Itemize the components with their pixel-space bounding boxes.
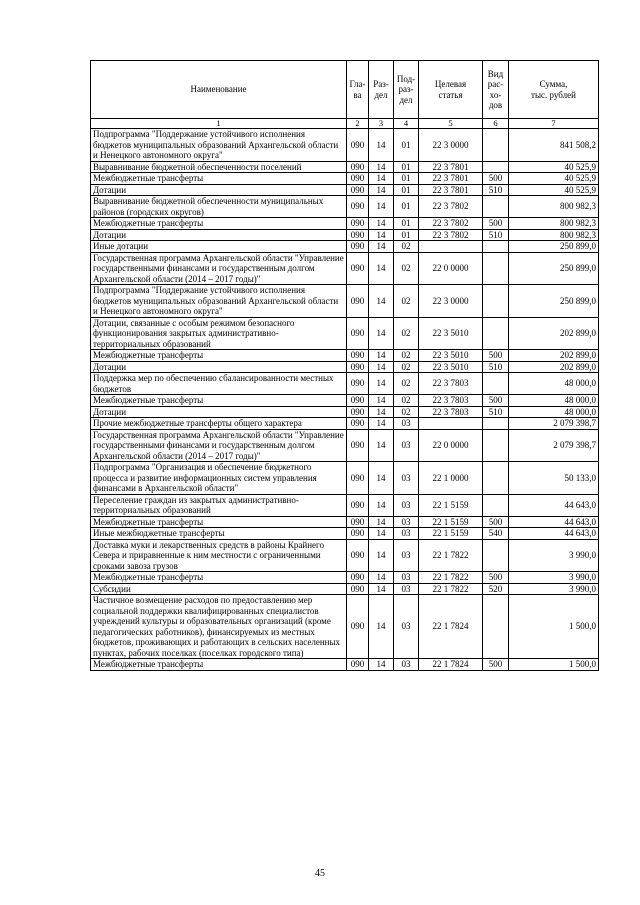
table-row	[91, 241, 599, 253]
row-target: 22 3 5010	[419, 350, 483, 362]
row-target: 22 0 0000	[419, 252, 483, 285]
row-vid: 500	[483, 572, 509, 584]
row-vid: 500	[483, 350, 509, 362]
row-target: 22 1 7824	[419, 595, 483, 659]
row-vid	[483, 494, 509, 516]
row-razdel: 14	[369, 595, 394, 659]
table-row	[91, 429, 599, 462]
row-name: Государственная программа Архангельской области "Управление государственными финансами и государственным долгом Архангельской области (2014 – 2017 годы)"	[91, 252, 347, 285]
row-razdel: 14	[369, 350, 394, 362]
row-glava: 090	[347, 516, 369, 528]
row-name: Поддержка мер по обеспечению сбалансированности местных бюджетов	[91, 373, 347, 395]
row-razdel: 14	[369, 218, 394, 230]
row-sum: 800 982,3	[509, 229, 599, 241]
row-sum: 1 500,0	[509, 595, 599, 659]
row-target: 22 1 7822	[419, 583, 483, 595]
table-row	[91, 252, 599, 285]
row-name: Межбюджетные трансферты	[91, 516, 347, 528]
row-podrazdel: 02	[394, 395, 419, 407]
row-name: Подпрограмма "Поддержание устойчивого исполнения бюджетов муниципальных образований Архангельской области и Ненецкого автономного округа"	[91, 129, 347, 162]
header-target: Целевая статья	[419, 61, 483, 119]
row-razdel: 14	[369, 429, 394, 462]
row-vid	[483, 252, 509, 285]
row-glava: 090	[347, 583, 369, 595]
row-podrazdel: 03	[394, 516, 419, 528]
table-row	[91, 494, 599, 516]
colnum: 4	[394, 119, 419, 129]
row-razdel: 14	[369, 317, 394, 350]
row-vid	[483, 539, 509, 572]
row-razdel: 14	[369, 252, 394, 285]
row-glava: 090	[347, 494, 369, 516]
row-target: 22 3 7802	[419, 229, 483, 241]
row-glava: 090	[347, 252, 369, 285]
row-glava: 090	[347, 184, 369, 196]
table-body	[91, 129, 599, 671]
row-sum: 3 990,0	[509, 572, 599, 584]
row-vid	[483, 595, 509, 659]
row-target: 22 3 7801	[419, 173, 483, 185]
row-vid: 540	[483, 528, 509, 540]
row-podrazdel: 01	[394, 161, 419, 173]
row-sum: 800 982,3	[509, 196, 599, 218]
row-glava: 090	[347, 285, 369, 318]
row-target: 22 0 0000	[419, 429, 483, 462]
row-razdel: 14	[369, 528, 394, 540]
row-glava: 090	[347, 659, 369, 671]
row-vid	[483, 418, 509, 430]
row-razdel: 14	[369, 418, 394, 430]
row-podrazdel: 03	[394, 595, 419, 659]
row-target: 22 3 0000	[419, 285, 483, 318]
row-sum: 50 133,0	[509, 462, 599, 495]
row-name: Дотации	[91, 406, 347, 418]
row-target: 22 3 7801	[419, 184, 483, 196]
row-name: Выравнивание бюджетной обеспеченности муниципальных районов (городских округов)	[91, 196, 347, 218]
row-target: 22 3 5010	[419, 317, 483, 350]
row-podrazdel: 01	[394, 173, 419, 185]
row-glava: 090	[347, 406, 369, 418]
table-row	[91, 572, 599, 584]
row-podrazdel: 02	[394, 241, 419, 253]
row-name: Иные межбюджетные трансферты	[91, 528, 347, 540]
row-name: Прочие межбюджетные трансферты общего характера	[91, 418, 347, 430]
row-podrazdel: 02	[394, 285, 419, 318]
table-header-row	[91, 61, 599, 119]
row-glava: 090	[347, 539, 369, 572]
row-glava: 090	[347, 173, 369, 185]
row-podrazdel: 02	[394, 361, 419, 373]
row-name: Дотации	[91, 229, 347, 241]
row-podrazdel: 03	[394, 583, 419, 595]
row-vid	[483, 429, 509, 462]
row-sum: 3 990,0	[509, 583, 599, 595]
row-name: Межбюджетные трансферты	[91, 173, 347, 185]
row-name: Подпрограмма "Организация и обеспечение бюджетного процесса и развитие информационных систем управления финансами в Архангельской области"	[91, 462, 347, 495]
row-sum: 202 899,0	[509, 361, 599, 373]
row-sum: 40 525,9	[509, 161, 599, 173]
table-row	[91, 528, 599, 540]
table-row	[91, 129, 599, 162]
row-target: 22 1 5159	[419, 494, 483, 516]
row-sum: 250 899,0	[509, 241, 599, 253]
row-name: Выравнивание бюджетной обеспеченности поселений	[91, 161, 347, 173]
row-glava: 090	[347, 218, 369, 230]
row-target: 22 3 7803	[419, 406, 483, 418]
colnum: 2	[347, 119, 369, 129]
row-sum: 40 525,9	[509, 184, 599, 196]
row-name: Переселение граждан из закрытых административно-территориальных образований	[91, 494, 347, 516]
row-glava: 090	[347, 528, 369, 540]
row-razdel: 14	[369, 229, 394, 241]
row-name: Иные дотации	[91, 241, 347, 253]
column-number-row	[91, 119, 599, 129]
row-target: 22 1 7822	[419, 539, 483, 572]
header-sum: Сумма, тыс. рублей	[509, 61, 599, 119]
row-podrazdel: 02	[394, 350, 419, 362]
row-razdel: 14	[369, 572, 394, 584]
table-row	[91, 418, 599, 430]
row-sum: 250 899,0	[509, 285, 599, 318]
row-target: 22 3 7801	[419, 161, 483, 173]
row-target: 22 3 7803	[419, 373, 483, 395]
row-name: Субсидии	[91, 583, 347, 595]
row-vid: 510	[483, 361, 509, 373]
row-target: 22 1 7824	[419, 659, 483, 671]
row-podrazdel: 01	[394, 129, 419, 162]
row-target: 22 3 7803	[419, 395, 483, 407]
row-target: 22 1 7822	[419, 572, 483, 584]
row-vid: 500	[483, 516, 509, 528]
row-razdel: 14	[369, 373, 394, 395]
row-target: 22 3 7802	[419, 218, 483, 230]
row-glava: 090	[347, 241, 369, 253]
colnum: 5	[419, 119, 483, 129]
row-razdel: 14	[369, 395, 394, 407]
row-razdel: 14	[369, 173, 394, 185]
row-sum: 48 000,0	[509, 373, 599, 395]
row-podrazdel: 01	[394, 229, 419, 241]
row-glava: 090	[347, 129, 369, 162]
row-podrazdel: 01	[394, 196, 419, 218]
row-vid: 500	[483, 659, 509, 671]
table-row	[91, 516, 599, 528]
table-row	[91, 350, 599, 362]
colnum: 6	[483, 119, 509, 129]
row-vid	[483, 285, 509, 318]
table-row	[91, 317, 599, 350]
row-razdel: 14	[369, 659, 394, 671]
row-target: 22 1 0000	[419, 462, 483, 495]
row-podrazdel: 02	[394, 406, 419, 418]
table-row	[91, 395, 599, 407]
row-vid	[483, 129, 509, 162]
row-sum: 2 079 398,7	[509, 418, 599, 430]
row-sum: 1 500,0	[509, 659, 599, 671]
row-podrazdel: 03	[394, 429, 419, 462]
row-podrazdel: 03	[394, 418, 419, 430]
row-sum: 40 525,9	[509, 173, 599, 185]
table-row	[91, 196, 599, 218]
header-podrazdel: Под- раз- дел	[394, 61, 419, 119]
row-vid: 500	[483, 218, 509, 230]
row-sum: 250 899,0	[509, 252, 599, 285]
row-name: Межбюджетные трансферты	[91, 659, 347, 671]
table-row	[91, 583, 599, 595]
row-glava: 090	[347, 317, 369, 350]
row-razdel: 14	[369, 129, 394, 162]
colnum: 3	[369, 119, 394, 129]
row-sum: 202 899,0	[509, 350, 599, 362]
row-name: Государственная программа Архангельской области "Управление государственными финансами и государственным долгом Архангельской области (2014 – 2017 годы)"	[91, 429, 347, 462]
colnum: 7	[509, 119, 599, 129]
row-sum: 48 000,0	[509, 406, 599, 418]
row-razdel: 14	[369, 516, 394, 528]
row-vid: 520	[483, 583, 509, 595]
row-sum: 202 899,0	[509, 317, 599, 350]
row-target	[419, 418, 483, 430]
table-row	[91, 659, 599, 671]
row-razdel: 14	[369, 539, 394, 572]
row-sum: 44 643,0	[509, 516, 599, 528]
row-razdel: 14	[369, 241, 394, 253]
row-podrazdel: 02	[394, 252, 419, 285]
table-row	[91, 184, 599, 196]
table-row	[91, 373, 599, 395]
row-name: Доставка муки и лекарственных средств в районы Крайнего Севера и приравненные к ним местности с ограниченными сроками завоза грузов	[91, 539, 347, 572]
row-vid: 510	[483, 229, 509, 241]
row-glava: 090	[347, 161, 369, 173]
header-glava: Гла- ва	[347, 61, 369, 119]
header-razdel: Раз- дел	[369, 61, 394, 119]
row-razdel: 14	[369, 406, 394, 418]
row-vid	[483, 462, 509, 495]
row-target: 22 3 5010	[419, 361, 483, 373]
row-name: Частичное возмещение расходов по предоставлению мер социальной поддержки квалифицированных специалистов учреждений культуры и образовательных организаций (кроме педагогических работников), финансируемых из местных бюджетов, проживающих и работающих в сельских населенных пунктах, рабочих поселках (поселках городского типа)	[91, 595, 347, 659]
row-vid	[483, 317, 509, 350]
row-glava: 090	[347, 572, 369, 584]
row-vid	[483, 241, 509, 253]
table-row	[91, 539, 599, 572]
colnum: 1	[91, 119, 347, 129]
table-row	[91, 229, 599, 241]
row-name: Дотации	[91, 184, 347, 196]
row-name: Межбюджетные трансферты	[91, 218, 347, 230]
row-sum: 48 000,0	[509, 395, 599, 407]
row-podrazdel: 01	[394, 218, 419, 230]
row-vid: 500	[483, 173, 509, 185]
row-podrazdel: 03	[394, 539, 419, 572]
row-podrazdel: 03	[394, 462, 419, 495]
row-podrazdel: 03	[394, 528, 419, 540]
row-target: 22 1 5159	[419, 516, 483, 528]
row-glava: 090	[347, 229, 369, 241]
row-vid	[483, 196, 509, 218]
row-glava: 090	[347, 595, 369, 659]
row-name: Межбюджетные трансферты	[91, 572, 347, 584]
row-razdel: 14	[369, 494, 394, 516]
row-target: 22 3 0000	[419, 129, 483, 162]
row-name: Межбюджетные трансферты	[91, 350, 347, 362]
row-name: Дотации, связанные с особым режимом безопасного функционирования закрытых административно-территориальных образований	[91, 317, 347, 350]
row-glava: 090	[347, 350, 369, 362]
row-vid	[483, 373, 509, 395]
row-vid: 510	[483, 406, 509, 418]
row-podrazdel: 02	[394, 373, 419, 395]
row-sum: 44 643,0	[509, 494, 599, 516]
row-razdel: 14	[369, 462, 394, 495]
row-target: 22 1 5159	[419, 528, 483, 540]
row-glava: 090	[347, 429, 369, 462]
table-row	[91, 218, 599, 230]
row-glava: 090	[347, 462, 369, 495]
row-razdel: 14	[369, 161, 394, 173]
row-podrazdel: 02	[394, 317, 419, 350]
row-vid: 500	[483, 395, 509, 407]
table-row	[91, 161, 599, 173]
row-glava: 090	[347, 196, 369, 218]
row-razdel: 14	[369, 361, 394, 373]
row-name: Дотации	[91, 361, 347, 373]
row-sum: 2 079 398,7	[509, 429, 599, 462]
table-row	[91, 361, 599, 373]
row-razdel: 14	[369, 196, 394, 218]
row-glava: 090	[347, 395, 369, 407]
header-name: Наименование	[91, 61, 347, 119]
row-vid	[483, 161, 509, 173]
row-glava: 090	[347, 361, 369, 373]
row-target	[419, 241, 483, 253]
row-sum: 3 990,0	[509, 539, 599, 572]
row-podrazdel: 03	[394, 572, 419, 584]
row-vid: 510	[483, 184, 509, 196]
row-sum: 800 982,3	[509, 218, 599, 230]
row-razdel: 14	[369, 583, 394, 595]
page-number: 45	[315, 868, 325, 879]
table-row	[91, 406, 599, 418]
row-sum: 841 508,2	[509, 129, 599, 162]
row-name: Межбюджетные трансферты	[91, 395, 347, 407]
header-vid: Вид рас- хо- дов	[483, 61, 509, 119]
row-podrazdel: 03	[394, 659, 419, 671]
row-razdel: 14	[369, 285, 394, 318]
table-row	[91, 462, 599, 495]
row-glava: 090	[347, 373, 369, 395]
budget-table	[90, 60, 599, 671]
row-razdel: 14	[369, 184, 394, 196]
row-sum: 44 643,0	[509, 528, 599, 540]
row-podrazdel: 01	[394, 184, 419, 196]
row-glava: 090	[347, 418, 369, 430]
table-row	[91, 285, 599, 318]
row-name: Подпрограмма "Поддержание устойчивого исполнения бюджетов муниципальных образований Архангельской области и Ненецкого автономного округа"	[91, 285, 347, 318]
row-target: 22 3 7802	[419, 196, 483, 218]
row-podrazdel: 03	[394, 494, 419, 516]
table-row	[91, 173, 599, 185]
table-row	[91, 595, 599, 659]
